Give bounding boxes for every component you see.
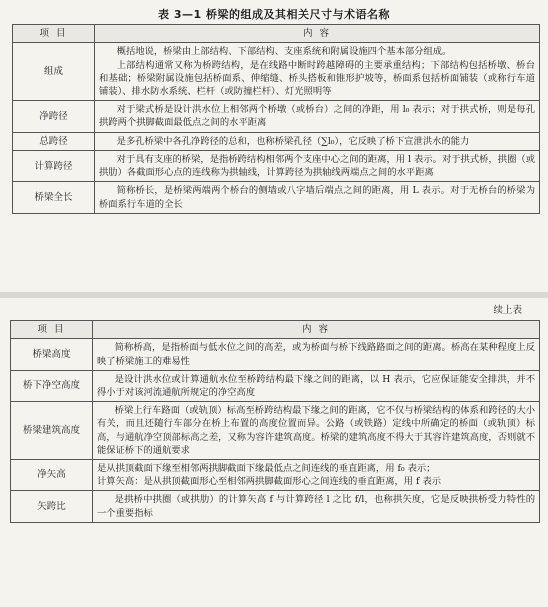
table-row (11, 339, 540, 370)
term-name: 组成 (13, 43, 95, 101)
term-description (95, 43, 540, 101)
table-row (11, 402, 540, 460)
term-description (93, 459, 540, 490)
table-row (13, 132, 540, 150)
table-row (11, 370, 540, 401)
description-paragraph: 是设计洪水位或计算通航水位至桥跨结构最下缘之间的距离，以 H 表示，它应保证能安全排洪，并不得小于对该河流通航所规定的净空高度 (97, 373, 535, 399)
terms-table-part-1 (12, 24, 540, 214)
description-paragraph: 对于梁式桥是设计洪水位上相邻两个桥墩（或桥台）之间的净距，用 l₀ 表示；对于拱式桥，则是每孔拱跨两个拱脚截面最低点之间的水平距离 (99, 104, 535, 129)
page-break-gap (0, 292, 548, 298)
term-description (95, 132, 540, 150)
term-description (95, 101, 540, 132)
term-description (93, 402, 540, 460)
term-description (93, 491, 540, 522)
term-name: 桥梁全长 (13, 182, 95, 213)
description-paragraph: 桥梁上行车路面（或轨顶）标高至桥跨结构最下缘之间的距离，它不仅与桥梁结构的体系和跨径的大小有关，而且还随行车部分在桥上布置的高度位置而异。公路（或铁路）定线中所确定的桥面（或轨顶）标高，与通航净空顶部标高之差，又称为容许建筑高度。桥梁的建筑高度不得大于其容许建筑高度，否则就不能保证桥下的通航要求 (97, 405, 535, 456)
header-item: 项 目 (11, 321, 93, 339)
term-name: 桥梁建筑高度 (11, 402, 93, 460)
table-row (13, 101, 540, 132)
term-name: 总跨径 (13, 132, 95, 150)
continued-label: 续上表 (493, 305, 522, 316)
description-paragraph: 概括地说，桥梁由上部结构、下部结构、支座系统和附属设施四个基本部分组成。 (116, 46, 452, 58)
term-name: 净矢高 (11, 459, 93, 490)
description-paragraph: 是拱桥中拱圈（或拱肋）的计算矢高 f 与计算跨径 l 之比 f/l，也称拱矢度，它是反映拱桥受力特性的一个重要指标 (97, 494, 535, 519)
table-row (13, 151, 540, 182)
table-row (11, 459, 540, 490)
term-name: 矢跨比 (11, 491, 93, 522)
description-paragraph: 对于具有支座的桥梁，是指桥跨结构相邻两个支座中心之间的距离，用 l 表示。对于拱式桥，拱圈（或拱肋）各截面形心点的连线称为拱轴线，计算跨径为拱轴线两端点之间的水平距离 (99, 154, 535, 179)
term-description (93, 370, 540, 401)
terms-table-part-2 (10, 320, 540, 523)
term-name: 桥下净空高度 (11, 370, 93, 401)
term-name: 计算跨径 (13, 151, 95, 182)
term-description (95, 151, 540, 182)
description-paragraph: 简称桥长，是桥梁两端两个桥台的侧墙或八字墙后端点之间的距离，用 L 表示。对于无桥台的桥梁为桥面系行车道的全长 (99, 185, 535, 210)
description-paragraph: 计算矢高：是从拱顶截面形心至相邻两拱脚截面形心之间连线的垂直距离，用 f 表示 (97, 476, 442, 488)
header-row (11, 321, 540, 339)
term-description (93, 339, 540, 370)
description-paragraph: 简称桥高，是指桥面与低水位之间的高差，或为桥面与桥下线路路面之间的距离。桥高在某种程度上反映了桥梁施工的难易性 (97, 342, 535, 367)
table-row (13, 43, 540, 101)
term-description (95, 182, 540, 213)
term-name: 净跨径 (13, 101, 95, 132)
header-item: 项 目 (13, 25, 95, 43)
header-row (13, 25, 540, 43)
description-paragraph: 是多孔桥梁中各孔净跨径的总和，也称桥梁孔径（∑l₀），它反映了桥下宣泄洪水的能力 (116, 135, 470, 147)
header-content: 内 容 (95, 25, 540, 43)
term-name: 桥梁高度 (11, 339, 93, 370)
table-row (13, 182, 540, 213)
header-content: 内 容 (93, 321, 540, 339)
table-title: 表 3—1 桥梁的组成及其相关尺寸与术语名称 (158, 8, 390, 21)
table-row (11, 491, 540, 522)
description-paragraph: 上部结构通常又称为桥跨结构，是在线路中断时跨越障碍的主要承重结构；下部结构包括桥墩、桥台和基础；桥梁附属设施包括桥面系、伸缩缝、桥头搭板和锥形护坡等，桥面系包括桥面铺装（或称行车道铺装）、排水防水系统、栏杆（或防撞栏杆）、灯光照明等 (99, 59, 535, 98)
description-paragraph: 是从拱顶截面下缘至相邻两拱脚截面下缘最低点之间连线的垂直距离，用 f₀ 表示； (97, 462, 436, 474)
